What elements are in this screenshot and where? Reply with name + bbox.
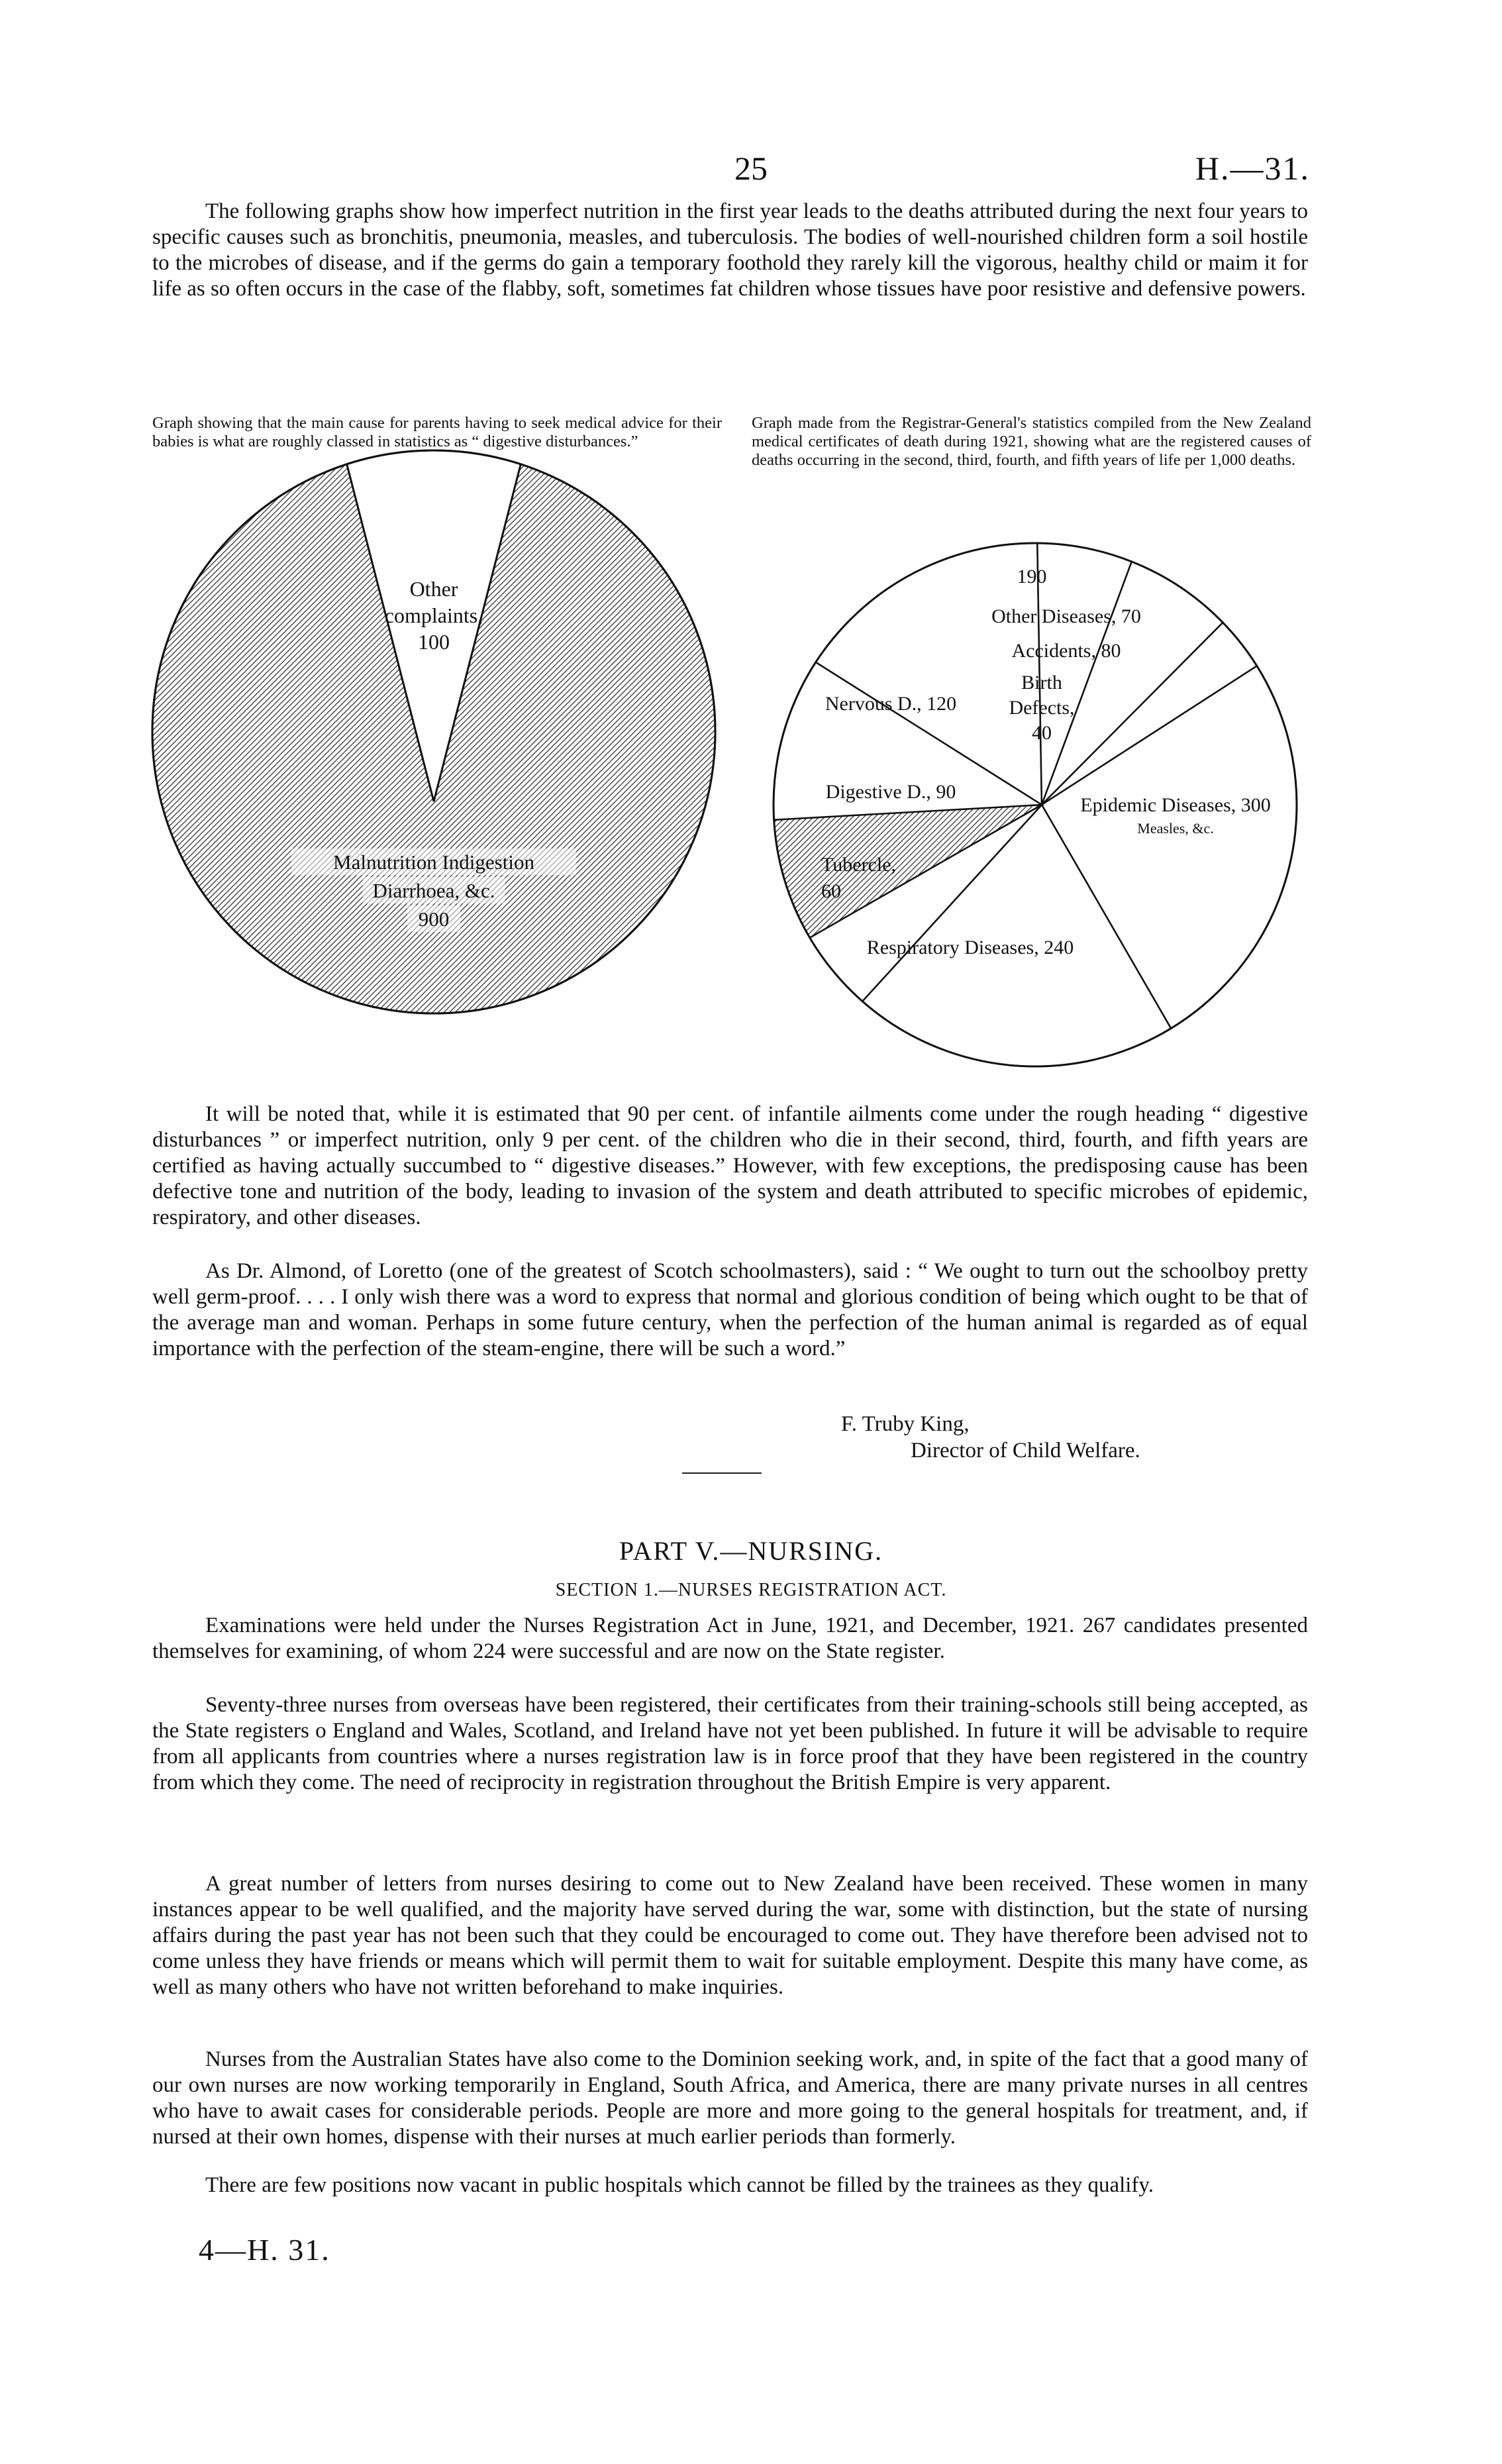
malnutrition-label-line-2: 900 bbox=[418, 907, 450, 931]
nursing-paragraph-2: Seventy-three nurses from overseas have been registered, their certificates from their training-schools still being accepted, as the State registers o England and Wales, Scotland, and Ireland have not yet been published. In future it will be advisable to require from all applicants from countries where a nurses registration law is in force proof that they have been registered in the country from which they come. The need of reciprocity in registration throughout the British Empire is very apparent. bbox=[152, 1693, 1308, 1794]
epidemic-sublabel: Measles, &c. bbox=[1137, 820, 1214, 837]
noted-paragraph: It will be noted that, while it is estimated that 90 per cent. of infantile ailments come under the rough heading “ digestive disturbances ” or imperfect nutrition, only 9 per cent. of the children who die in their second, third, fourth, and fifth years are certified as having actually succumbed to “ digestive diseases.” However, with few exceptions, the predisposing cause has been defective tone and nutrition of the body, leading to invasion of the system and death attributed to specific microbes of epidemic, respiratory, and other diseases. bbox=[152, 1102, 1308, 1229]
respiratory-label-line-0: Respiratory Diseases, 240 bbox=[866, 937, 1074, 958]
birth-defects-label-line-2: 40 bbox=[1032, 722, 1052, 744]
nervous-label-line-0: Nervous D., 120 bbox=[825, 693, 957, 715]
left-pie-chart bbox=[152, 450, 715, 1013]
intro-paragraph: The following graphs show how imperfect nutrition in the first year leads to the deaths attributed during the next four years to specific causes such as bronchitis, pneumonia, measles, and tuberculosis. The bodies of well-nourished children form a soil hostile to the microbes of disease, and if the germs do gain a temporary foothold they rarely kill the vigorous, healthy child or maim it for life as so often occurs in the case of the flabby, soft, sometimes fat children whose tissues have poor resistive and defensive powers. bbox=[152, 199, 1308, 301]
graphs-svg bbox=[0, 0, 1502, 1126]
accidents-label-line-0: Accidents, 80 bbox=[1011, 640, 1121, 662]
slice-190-label-line-0: 190 bbox=[1017, 566, 1047, 588]
right-pie-chart bbox=[774, 543, 1297, 1066]
sheet-reference: 4—H. 31. bbox=[199, 2233, 330, 2267]
nursing-paragraph-5: There are few positions now vacant in public hospitals which cannot be filled by the trainees as they qualify. bbox=[205, 2173, 1154, 2197]
other-complaints-label-line-0: Other bbox=[409, 577, 458, 601]
document-reference: H.—31. bbox=[1195, 150, 1310, 187]
tubercle-label-line-0: Tubercle, bbox=[821, 854, 897, 876]
tubercle-label-line-1: 60 bbox=[821, 880, 841, 902]
right-graph-caption: Graph made from the Registrar-General's statistics compiled from the New Zealand medical certificates of death during 1921, showing what are the registered causes of deaths occurring in the second, third, fourth, and fifth years of life per 1,000 deaths. bbox=[752, 414, 1311, 469]
section-divider bbox=[682, 1472, 762, 1474]
nursing-paragraph-3: A great number of letters from nurses desiring to come out to New Zealand have been received. These women in many instances appear to be well qualified, and the majority have served during the war, some with distinction, but the state of nursing affairs during the past year has not been such that they could be encouraged to come out. They have therefore been advised not to come unless they have friends or means which will permit them to wait for suitable employment. Despite this many have come, as well as many others who have not written beforehand to make inquiries. bbox=[152, 1872, 1308, 1999]
section-title: SECTION 1.—NURSES REGISTRATION ACT. bbox=[555, 1580, 947, 1600]
left-graph-caption: Graph showing that the main cause for parents having to seek medical advice for their babies is what are roughly classed in statistics as “ digestive disturbances.” bbox=[152, 414, 722, 450]
birth-defects-label-line-0: Birth bbox=[1021, 672, 1062, 693]
digestive-label-line-0: Digestive D., 90 bbox=[825, 781, 956, 803]
page-number: 25 bbox=[734, 150, 768, 187]
signature-title: Director of Child Welfare. bbox=[911, 1439, 1140, 1463]
other-diseases-label-line-0: Other Diseases, 70 bbox=[991, 605, 1141, 627]
other-complaints-label-line-1: complaints, bbox=[384, 603, 483, 627]
nursing-paragraph-4: Nurses from the Australian States have also come to the Dominion seeking work, and, in spite of the fact that a good many of our own nurses are now working temporarily in England, South Africa, and America, there are many private nurses in all centres who have to await cases for considerable periods. People are more and more going to the general hospitals for treatment, and, if nursed at their own homes, dispense with their nurses at much earlier periods than formerly. bbox=[152, 2047, 1308, 2149]
almond-quote-paragraph: As Dr. Almond, of Loretto (one of the greatest of Scotch schoolmasters), said : “ We ought to turn out the schoolboy pretty well germ-proof. . . . I only wish there was a word to express that normal and glorious condition of being which ought to be that of the average man and woman. Perhaps in some future century, when the perfection of the human animal is regarded as of equal importance with the perfection of the steam-engine, there will be such a word.” bbox=[152, 1259, 1308, 1360]
part-title: PART V.—NURSING. bbox=[619, 1536, 883, 1566]
epidemic-label-line-0: Epidemic Diseases, 300 bbox=[1080, 794, 1271, 816]
nursing-paragraph-1: Examinations were held under the Nurses Registration Act in June, 1921, and December, 1921. 267 candidates presented themselves for examining, of whom 224 were successful and are now on the State register. bbox=[152, 1614, 1308, 1663]
signature-name: F. Truby King, bbox=[841, 1412, 970, 1436]
birth-defects-label-line-1: Defects, bbox=[1009, 697, 1075, 719]
malnutrition-label-line-0: Malnutrition Indigestion bbox=[333, 850, 534, 874]
malnutrition-label-line-1: Diarrhoea, &c. bbox=[372, 879, 495, 902]
other-complaints-label-line-2: 100 bbox=[418, 630, 450, 654]
